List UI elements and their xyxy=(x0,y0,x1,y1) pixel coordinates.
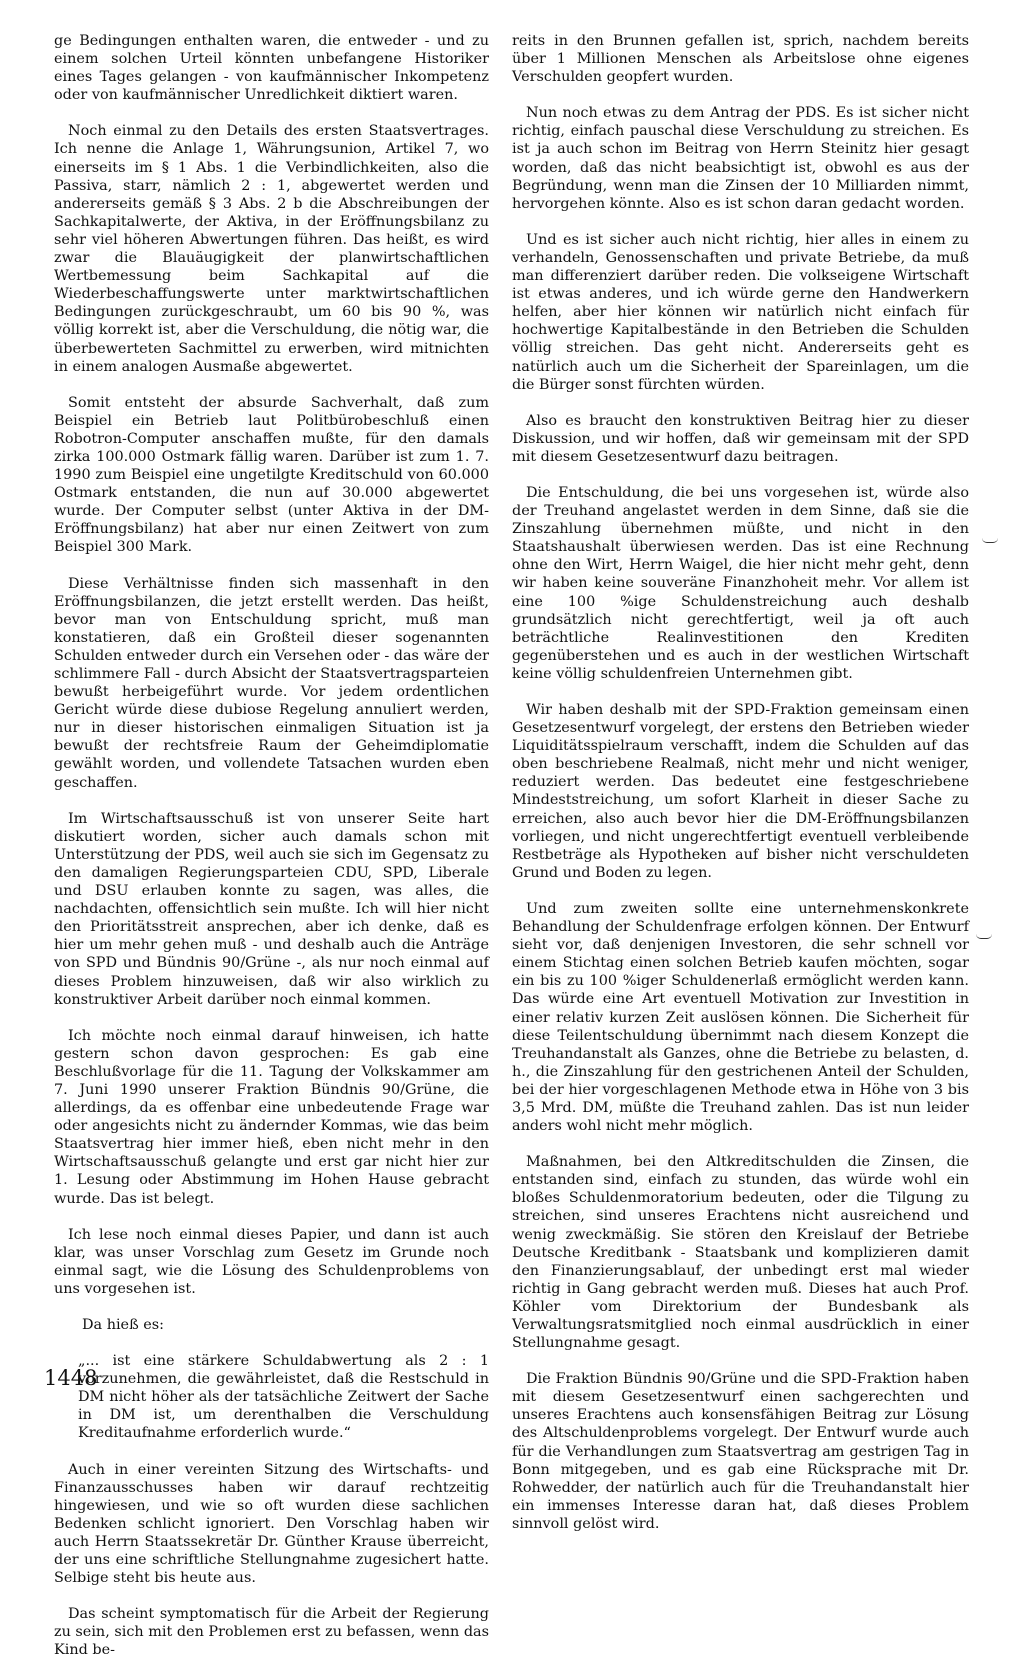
paragraph: Also es braucht den konstruktiven Beitrag hier zu dieser Diskussion, und wir hoffen, daß wir gemeinsam mit der SPD mit diesem Gesetzesentwurf dazu beitragen. xyxy=(512,412,969,465)
paragraph: Die Fraktion Bündnis 90/Grüne und die SPD-Fraktion haben mit diesem Gesetzesentwurf einen sachgerechten und unseres Erachtens auch konsensfähigen Beitrag zur Lösung des Altschuldenproblems vorgelegt. Der Entwurf wurde auch für die Verhandlungen zum Staatsvertrag am gestrigen Tag in Bonn mitgegeben, und es gab eine Rücksprache mit Dr. Rohwedder, der natürlich auch für die Treuhandanstalt hier ein immenses Interesse daran hat, daß dieses Problem sinnvoll gelöst wird. xyxy=(512,1371,969,1532)
paragraph: Wir haben deshalb mit der SPD-Fraktion gemeinsam einen Gesetzesentwurf vorgelegt, der erstens den Betrieben wieder Liquiditätsspielraum verschafft, indem die Schulden auf das oben beschriebene Realmaß, nicht mehr und nicht weniger, reduziert werden. Das bedeutet eine festgeschriebene Mindeststreichung, um sofort Klarheit in dieser Sache zu erreichen, also auch bevor hier die DM-Eröffnungsbilanzen vorliegen, und nicht ungerechtfertigt eventuell verbleibende Restbeträge als Hypotheken auf bisher nicht verschuldeten Grund und Boden zu legen. xyxy=(512,702,969,881)
paragraph: Somit entsteht der absurde Sachverhalt, daß zum Beispiel ein Betrieb laut Politbürobeschluß einen Robotron-Computer anschaffen mußte, für den damals zirka 100.000 Ostmark fällig waren. Darüber ist zum 1. 7. 1990 zum Beispiel eine ungetilgte Kreditschuld von 60.000 Ostmark entstanden, die nun auf 30.000 abgewertet wurde. Der Computer selbst (unter Aktiva in der DM-Eröffnungsbilanz) hat aber nur einen Zeitwert von zum Beispiel 300 Mark. xyxy=(54,394,489,556)
paragraph: Im Wirtschaftsausschuß ist von unserer Seite hart diskutiert worden, sicher auch damals schon mit Unterstützung der PDS, weil auch sie sich im Gegensatz zu den damaligen Regierungsparteien CDU, SPD, Liberale und DSU erlauben konnte zu sagen, was alles, die nachdachten, offensichtlich sein mußte. Ich will hier nicht den Prioritätsstreit ansprechen, aber ich denke, daß es hier um mehr gehen muß - und deshalb auch die Anträge von SPD und Bündnis 90/Grüne -, als nur noch einmal auf dieses Problem hinzuweisen, daß wir also wirklich zu konstruktiver Arbeit darüber noch einmal kommen. xyxy=(54,810,489,1008)
paragraph: Und es ist sicher auch nicht richtig, hier alles in einem zu verhandeln, Genossenschaften und private Betriebe, da muß man differenziert darüber reden. Die volkseigene Wirtschaft ist etwas anderes, und ich würde gerne den Handwerkern helfen, aber hier können wir natürlich nicht einfach für hochwertige Kapitalbestände in den Betrieben die Schulden völlig streichen. Das geht nicht. Andererseits geht es natürlich auch um die Sicherheit der Spareinlagen, um die die Bürger sonst fürchten würden. xyxy=(512,231,969,393)
paragraph: Das scheint symptomatisch für die Arbeit der Regierung zu sein, sich mit den Problemen erst zu befassen, wenn das Kind be- xyxy=(54,1606,489,1659)
page-number: 1448 xyxy=(44,1366,98,1390)
paragraph: Auch in einer vereinten Sitzung des Wirtschafts- und Finanzausschusses haben wir darauf rechtzeitig hingewiesen, und wie so oft wurden diese sachlichen Bedenken schlicht ignoriert. Den Vorschlag haben wir auch Herrn Staatssekretär Dr. Günther Krause überreicht, der uns eine schriftliche Stellungnahme zugesichert hatte. Selbige steht bis heute aus. xyxy=(54,1461,489,1587)
paragraph: Noch einmal zu den Details des ersten Staatsvertrages. Ich nenne die Anlage 1, Währungsunion, Artikel 7, wo einerseits im § 1 Abs. 1 die Verbindlichkeiten, also die Passiva, starr, nämlich 2 : 1, abgewertet werden und andererseits gemäß § 3 Abs. 2 b die Abschreibungen der Sachkapitalwerte, der Aktiva, in der Eröffnungsbilanz zu sehr viel höheren Abwertungen führen. Das heißt, es wird zwar die Blauäugigkeit der planwirtschaftlichen Wertbemessung beim Sachkapital auf die Wiederbeschaffungswerte unter marktwirtschaftlichen Bedingungen zurückgeschraubt, um 60 bis 90 %, was völlig korrekt ist, aber die Verschuldung, die nötig war, die überbewerteten Sachmittel zu erwerben, wird mitnichten in einem analogen Ausmaße abgewertet. xyxy=(54,123,489,375)
paragraph: reits in den Brunnen gefallen ist, sprich, nachdem bereits über 1 Millionen Menschen als Arbeitslose ohne eigenes Verschulden geopfert wurden. xyxy=(512,33,969,86)
paragraph: Ich möchte noch einmal darauf hinweisen, ich hatte gestern schon davon gesprochen: Es gab eine Beschlußvorlage für die 11. Tagung der Volkskammer am 7. Juni 1990 unserer Fraktion Bündnis 90/Grüne, die allerdings, da es offenbar eine unbedeutende Frage war oder angesichts nicht zu ändernder Kommas, wie das beim Staatsvertrag hier immer hieß, eben nicht mehr in den Wirtschaftsausschuß gelangte und erst gar nicht hier zur 1. Lesung oder Abstimmung im Hohen Hause gebracht wurde. Das ist belegt. xyxy=(54,1027,489,1207)
paragraph: Ich lese noch einmal dieses Papier, und dann ist auch klar, was unser Vorschlag zum Gesetz im Grunde noch einmal sagt, wie die Lösung des Schuldenproblems von uns vorgesehen ist. xyxy=(54,1226,489,1297)
margin-mark xyxy=(982,538,998,543)
paragraph: Und zum zweiten sollte eine unternehmenskonkrete Behandlung der Schuldenfrage erfolgen können. Der Entwurf sieht vor, daß denjenigen Investoren, die sehr schnell vor einem Stichtag einen solchen Betrieb kaufen möchten, sogar ein bis zu 100 %iger Schuldenerlaß ermöglicht werden kann. Das würde eine Art eventuell Motivation zur Investition in einer relativ kurzen Zeit auslösen können. Die Sicherheit für diese Teilentschuldung übernimmt nach diesem Konzept die Treuhandanstalt als Ganzes, ohne die Betriebe zu belasten, d. h., die Zinszahlung für den gestrichenen Anteil der Schulden, bei der hier vorgeschlagenen Methode etwa in Höhe von 3 bis 3,5 Mrd. DM, müßte die Treuhand zahlen. Das ist nun leider anders wohl nicht mehr möglich. xyxy=(512,900,969,1135)
right-column xyxy=(512,32,969,1551)
margin-mark xyxy=(976,934,992,939)
paragraph: Nun noch etwas zu dem Antrag der PDS. Es ist sicher nicht richtig, einfach pauschal diese Verschuldung zu streichen. Es ist ja auch schon im Beitrag von Herrn Steinitz hier gesagt worden, daß das nicht beabsichtigt ist, obwohl es aus der Begründung, wenn man die Zinsen der 10 Milliarden nimmt, hervorgehen könnte. Also es ist schon daran gedacht worden. xyxy=(512,105,969,212)
paragraph: Die Entschuldung, die bei uns vorgesehen ist, würde also der Treuhand angelastet werden in dem Sinne, daß sie die Zinszahlung übernehmen müßte, und nicht in den Staatshaushalt überwiesen werden. Das ist eine Rechnung ohne den Wirt, Herrn Waigel, die hier nicht mehr geht, denn wir haben keine souveräne Finanzhoheit mehr. Vor allem ist eine 100 %ige Schuldenstreichung auch deshalb grundsätzlich nicht gerechtfertigt, weil ja oft auch beträchtliche Realinvestitionen den Krediten gegenüberstehen und es auch in der westlichen Wirtschaft keine völlig schuldenfreien Unternehmen gibt. xyxy=(512,484,969,682)
paragraph: Diese Verhältnisse finden sich massenhaft in den Eröffnungsbilanzen, die jetzt erstellt werden. Das heißt, bevor man von Entschuldung spricht, muß man konstatieren, daß ein Großteil dieser sogenannten Schulden entweder durch ein Versehen oder - das wäre der schlimmere Fall - durch Absicht der Staatsvertragsparteien bewußt herbeigeführt wurde. Vor jedem ordentlichen Gericht würde diese dubiose Regelung annuliert werden, nur in dieser historischen einmaligen Situation ist ja bewußt der rechtsfreie Raum der Geheimdiplomatie gewählt worden, und vollendete Tatsachen wurden eben geschaffen. xyxy=(54,575,489,791)
quote-intro: Da hieß es: xyxy=(82,1317,165,1333)
paragraph: ge Bedingungen enthalten waren, die entweder - und zu einem solchen Urteil könnten unbefangene Historiker eines Tages gelangen - von kaufmännischer Inkompetenz oder von kaufmännischer Unredlichkeit diktiert waren. xyxy=(54,33,489,104)
left-column xyxy=(54,32,489,1678)
block-quote: „... ist eine stärkere Schuldabwertung als 2 : 1 vorzunehmen, die gewährleistet, daß die Restschuld in DM nicht höher als der tatsächliche Zeitwert der Sache in DM ist, um derenthalben die Verschuldung Kreditaufnahme erforderlich wurde.“ xyxy=(78,1353,489,1442)
paragraph: Maßnahmen, bei den Altkreditschulden die Zinsen, die entstanden sind, einfach zu stunden, das würde wohl ein bloßes Schuldenmoratorium bedeuten, oder die Tilgung zu streichen, sind unseres Erachtens nicht ausreichend und wenig zweckmäßig. Sie stören den Kreislauf der Betriebe Deutsche Kreditbank - Staatsbank und komplizieren damit den Finanzierungsablauf, der unbedingt erst mal wieder richtig in Gang gebracht werden muß. Dieses hat auch Prof. Köhler vom Direktorium der Bundesbank als Verwaltungsratsmitglied noch einmal ausdrücklich in einer Stellungnahme gesagt. xyxy=(512,1154,969,1352)
